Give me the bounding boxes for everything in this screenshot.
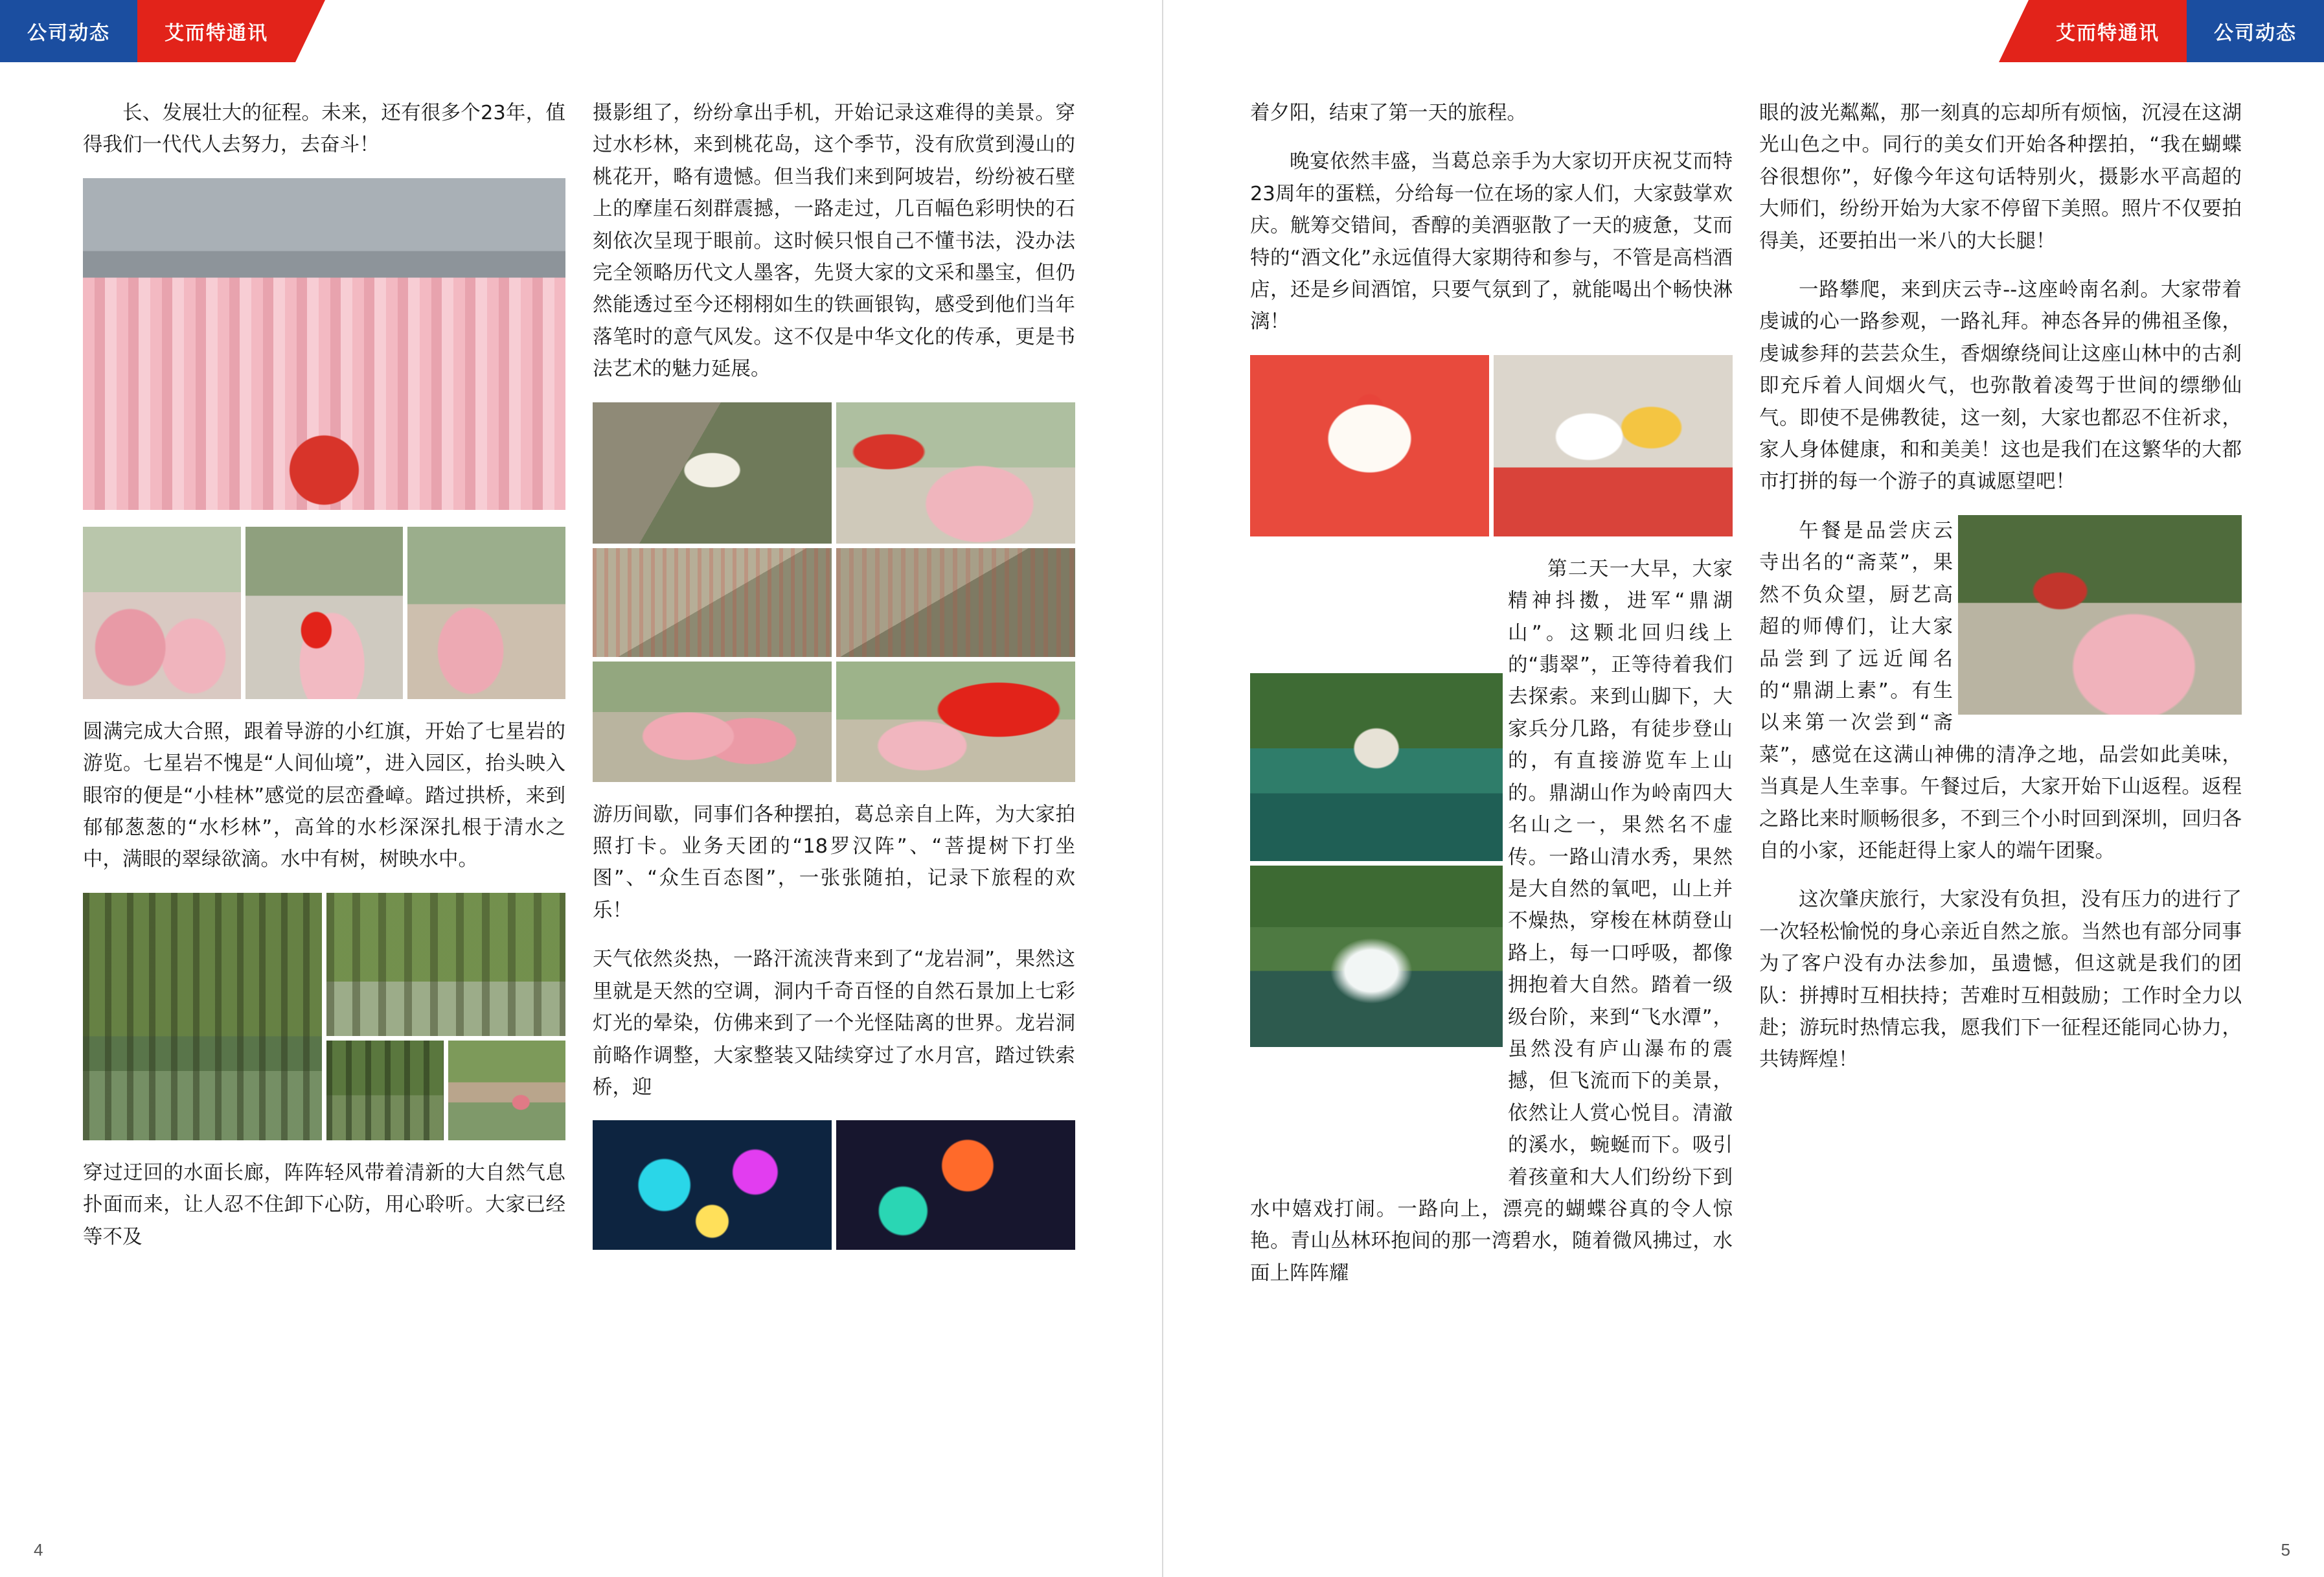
stone-bridge-pool-photo [1250,673,1503,861]
anniversary-cake-photo [1250,355,1489,536]
paragraph: 穿过迂回的水面长廊，阵阵轻风带着清新的大自然气息扑面而来，让人忍不住卸下心防，用心聆听。大家已经等不及 [83,1161,565,1249]
header-right-notch-icon [1999,0,2029,62]
water-fir-forest-photo-1 [83,893,322,1140]
header-right-red-tab: 艾而特通讯 [2029,0,2187,62]
stone-carving-photo-1 [593,548,832,657]
header-left-blue-tab: 公司动态 [0,0,137,62]
red-flag-photo [836,662,1075,782]
members-photo-row [593,662,1075,782]
paragraph: 第二天一大早，大家精神抖擞，进军“鼎湖山”。这颗北回归线上的“翡翠”，正等待着我们去探索。来到山脚下，大家兵分几路，有徒步登山的，有直接游览车上山的。鼎湖山作为岭南四大名山之一，果然名不虚传。一路山清水秀，果然是大自然的氧吧，山上并不燥热，穿梭在林荫登山路上，每一口呼吸，都像拥抱着大自然。踏着一级级台阶，来到“飞水潭”，虽然没有庐山瀑布的震撼，但飞流而下的美景，依然让人赏心悦目。清澈的溪水，蜿蜒而下。吸引着孩童和大人们纷纷下到水中嬉戏打闹。一路向上，漂亮的蝴蝶谷真的令人惊艳。青山丛林环抱间的那一湾碧水，随着微风拂过，水面上阵阵耀 [1250,557,1733,1285]
column-1 [83,97,565,1270]
paragraph: 长、发展壮大的征程。未来，还有很多个23年，值得我们一代代人去努力，去奋斗！ [83,102,565,157]
paragraph: 这次肇庆旅行，大家没有负担，没有压力的进行了一次轻松愉悦的身心亲近自然之旅。当然也有部分同事为了客户没有办法参加，虽遗憾，但这就是我们的团队：拼搏时互相扶持；苦难时互相鼓励；工作时全力以赴；游玩时热情忘我，愿我们下一征程还能同心协力，共铸辉煌！ [1759,888,2242,1072]
page-number-right: 5 [2281,1540,2290,1560]
qingyun-temple-group-photo [1958,515,2242,715]
page-number-left: 4 [34,1540,43,1560]
water-fir-forest-photo-2 [326,893,565,1036]
header-left [0,0,325,62]
paragraph: 一路攀爬，来到庆云寺--这座岭南名刹。大家带着虔诚的心一路参观，一路礼拜。神态各异的佛祖圣像，虔诚参拜的芸芸众生，香烟缭绕间让这座山林中的古刹即充斥着人间烟火气，也弥散着凌驾于世间的缥缈仙气。即使不是佛教徒，这一刻，大家也都忍不住祈求，家人身体健康，和和美美！这也是我们在这繁华的大都市打拼的每一个游子的真诚愿望吧！ [1759,279,2242,494]
flag-group-photo [836,402,1075,544]
paragraph: 天气依然炎热，一路汗流浃背来到了“龙岩洞”，果然这里就是天然的空调，洞内千奇百怪的自然石景加上七彩灯光的晕染，仿佛来到了一个光怪陆离的世界。龙岩洞前略作调整，大家整装又陆续穿过了水月宫，踏过铁索桥，迎 [593,948,1075,1099]
forest-photo-block [83,893,565,1140]
column-2 [593,97,1075,1250]
paragraph: 午餐是品尝庆云寺出名的“斋菜”，果然不负众望，厨艺高超的师傅们，让大家品尝到了远近闻名的“鼎湖上素”。有生以来第一次尝到“斋菜”，感觉在这满山神佛的清净之地，品尝如此美味，当真是人生幸事。午餐过后，大家开始下山返程。返程之路比来时顺畅很多，不到三个小时回到深圳，回归各自的小家，还能赶得上家人的端午团聚。 [1759,519,2242,862]
walking-group-photo-2 [245,527,404,699]
stone-carving-photo-2 [836,548,1075,657]
paragraph: 摄影组了，纷纷拿出手机，开始记录这难得的美景。穿过水杉林，来到桃花岛，这个季节，没有欣赏到漫山的桃花开，略有遗憾。但当我们来到阿坡岩，纷纷被石壁上的摩崖石刻群震撼，一路走过，几百幅色彩明快的石刻依次呈现于眼前。这时候只恨自己不懂书法，没办法完全领略历代文人墨客，先贤大家的文采和墨宝，但仍然能透过至今还栩栩如生的铁画银钩，感受到他们当年落笔时的意气风发。这不仅是中华文化的传承，更是书法艺术的魅力延展。 [593,102,1075,381]
cave-photo-row [593,1120,1075,1250]
cave-lights-photo-2 [836,1120,1075,1250]
paragraph: 游历间歇，同事们各种摆拍，葛总亲自上阵，为大家拍照打卡。业务天团的“18罗汉阵”、“菩提树下打坐图”、“众生百态图”，一张张随拍，记录下旅程的欢乐！ [593,803,1075,922]
header-left-notch-icon [295,0,325,62]
water-fir-forest-photo-3 [326,1041,444,1140]
lakeside-boardwalk-photo [448,1041,565,1140]
two-members-photo [593,662,832,782]
paragraph: 眼的波光粼粼，那一刻真的忘却所有烦恼，沉浸在这湖光山色之中。同行的美女们开始各种摆拍，“我在蝴蝶谷很想你”，好像今年这句话特别火，摄影水平高超的大师们，纷纷开始为大家不停留下美照。照片不仅要拍得美，还要拍出一米八的大长腿！ [1759,102,2242,253]
carving-photo-row [593,548,1075,657]
cake-photo-row [1250,355,1733,536]
paragraph: 圆满完成大合照，跟着导游的小红旗，开始了七星岩的游览。七星岩不愧是“人间仙境”，进入园区，抬头映入眼帘的便是“小桂林”感觉的层峦叠嶂。踏过拱桥，来到郁郁葱葱的“水杉林”，高耸的水杉深深扎根于清水之中，满眼的翠绿欲滴。水中有树，树映水中。 [83,720,565,871]
walking-group-photo-1 [83,527,241,699]
cake-cutting-photo [1494,355,1733,536]
header-right [1999,0,2324,62]
paragraph: 晚宴依然丰盛，当葛总亲手为大家切开庆祝艾而特23周年的蛋糕，分给每一位在场的家人们，大家鼓掌欢庆。觥筹交错间，香醇的美酒驱散了一天的疲惫，艾而特的“酒文化”永远值得大家期待和参与，不管是高档酒店，还是乡间酒馆，只要气氛到了，就能喝出个畅快淋漓！ [1250,150,1733,334]
walking-group-photo-3 [407,527,565,699]
header-right-blue-tab: 公司动态 [2187,0,2324,62]
waterfall-photo [1250,866,1503,1047]
cliff-inscription-photo [593,402,832,544]
column-4 [1759,97,2242,1093]
cave-lights-photo-1 [593,1120,832,1250]
group-photo-with-banner [83,178,565,510]
inscription-photo-row [593,402,1075,544]
paragraph: 着夕阳，结束了第一天的旅程。 [1250,102,1527,124]
page-spine-divider [1162,0,1163,1577]
walking-photo-row [83,527,565,699]
header-left-red-tab: 艾而特通讯 [137,0,295,62]
column-3 [1250,97,1733,1306]
